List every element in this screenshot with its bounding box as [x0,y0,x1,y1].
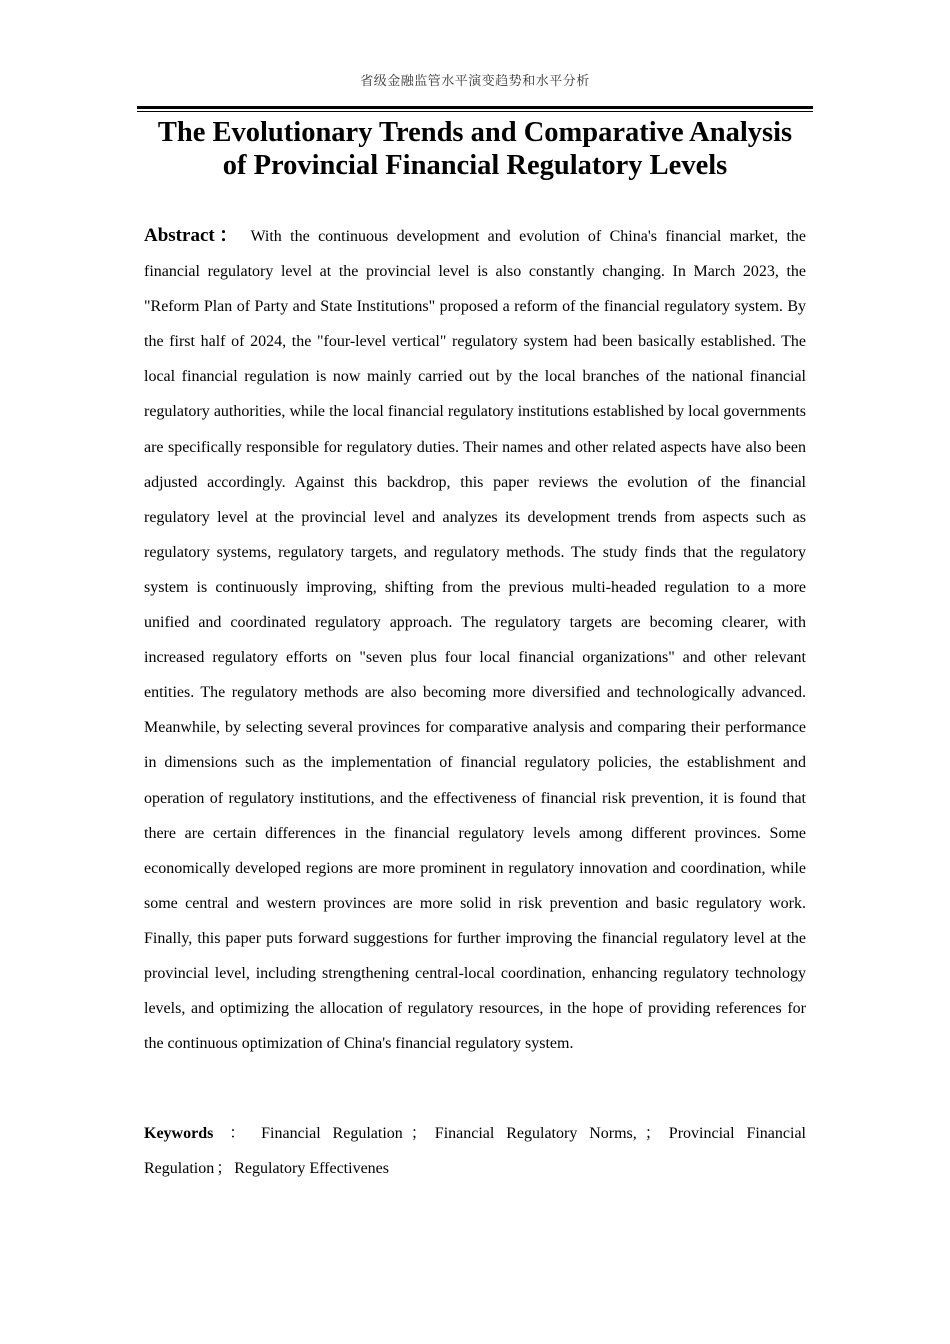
abstract-colon: ： [214,225,243,246]
keyword-item: Financial Regulation [261,1125,403,1142]
abstract-label: Abstract [144,225,215,246]
title-line-1: The Evolutionary Trends and Comparative Analysis [157,117,793,148]
keywords-colon: ： [221,1125,254,1142]
title-line-2: of Provincial Financial Regulatory Levels [222,150,728,181]
keyword-separator: ； [410,1125,427,1142]
keyword-separator: ； [644,1125,661,1142]
abstract-text: With the continuous development and evolution of China's financial market, the financial regulatory level at the provincial level is also constantly changing. In March 2023, the "Reform Plan of Party and State Institutions" proposed a reform of the financial regulatory system. By the first half of 2024, the "four-level vertical" regulatory system had been basically established. The local financial regulation is now mainly carried out by the local branches of the national financial regulatory authorities, while the local financial regulatory institutions established by local governments are specifically responsible for regulatory duties. Their names and other related aspects have also been adjusted accordingly. Against this backdrop, this paper reviews the evolution of the financial regulatory level at the provincial level and analyzes its development trends from aspects such as regulatory systems, regulatory targets, and regulatory methods. The study finds that the regulatory system is continuously improving, shifting from the previous multi-headed regulation to a more unified and coordinated regulatory approach. The regulatory targets are becoming clearer, with increased regulatory efforts on "seven plus four local financial organizations" and other relevant entities. The regulatory methods are also becoming more diversified and technologically advanced. Meanwhile, by selecting several provinces for comparative analysis and comparing their performance in dimensions such as the implementation of financial regulatory policies, the establishment and operation of regulatory institutions, and the effectiveness of financial risk prevention, it is found that there are certain differences in the financial regulatory levels among different provinces. Some economically developed regions are more prominent in regulatory innovation and coordination, while some central and western provinces are more solid in risk prevention and basic regulatory work. Finally, this paper puts forward suggestions for further improving the financial regulatory level at the provincial level, including strengthening central-local coordination, enhancing regulatory technology levels, and optimizing the allocation of regulatory resources, in the hope of providing references for the continuous optimization of China's financial regulatory system. [144,228,806,1053]
keyword-separator: ； [216,1160,233,1177]
keywords-label: Keywords [144,1125,214,1142]
keywords [144,1116,806,1186]
header-rule-thin [137,111,813,112]
running-header: 省级金融监管水平演变趋势和水平分析 [360,74,590,89]
keyword-item: Regulatory Effectivenes [234,1160,389,1177]
paper-title [137,116,813,182]
header-rule-thick [137,106,813,109]
keyword-item: Financial Regulatory Norms, [434,1125,637,1142]
abstract [144,218,806,1061]
keyword-item: Provincial Financial Regulation [144,1125,806,1177]
